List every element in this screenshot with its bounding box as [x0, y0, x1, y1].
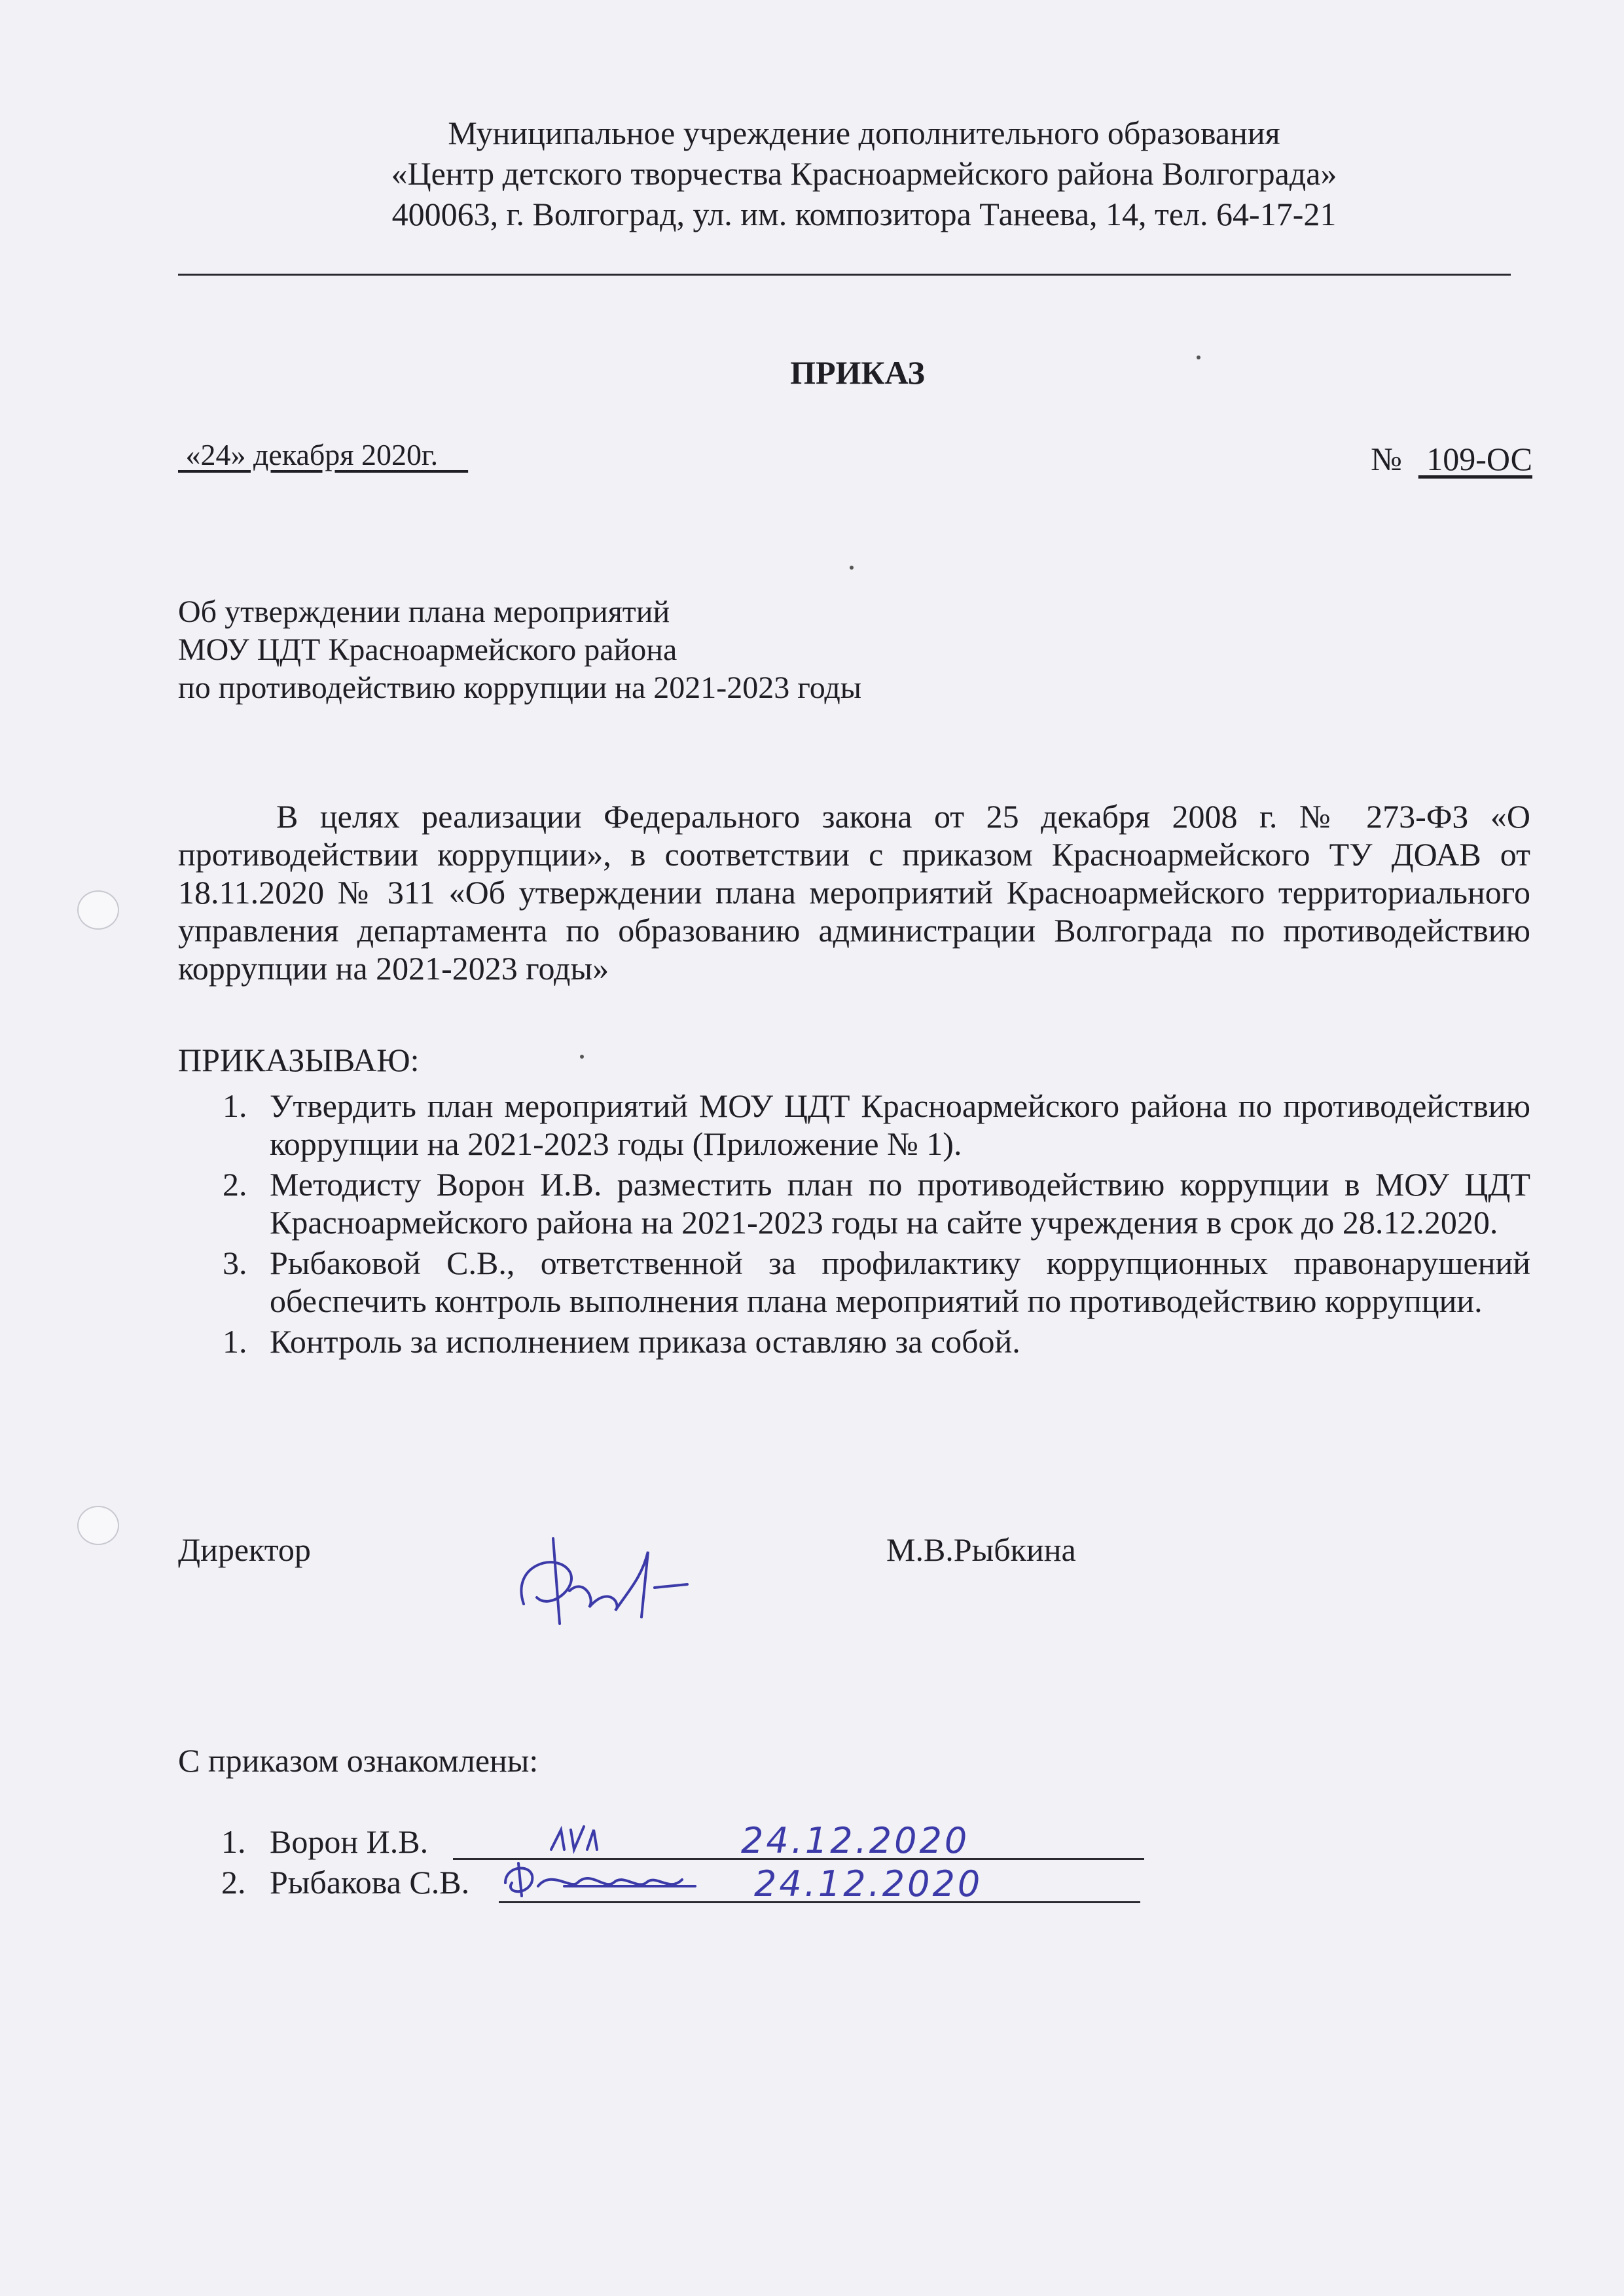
document-title: ПРИКАЗ: [790, 354, 925, 391]
ack-handwritten-date: 24.12.2020: [754, 1863, 983, 1904]
order-word: ПРИКАЗЫВАЮ:: [178, 1042, 420, 1078]
punch-hole: [77, 890, 119, 930]
signature-position: Директор: [178, 1531, 311, 1568]
speck: [850, 566, 854, 570]
ack-handwritten-signature: [499, 1857, 715, 1903]
header-line-3: 400063, г. Волгоград, ул. им. композитора Танеева, 14, тел. 64-17-21: [391, 196, 1337, 232]
item-number: 3.: [223, 1245, 247, 1281]
ack-name: Рыбакова С.В.: [270, 1864, 470, 1901]
header-line-1: Муниципальное учреждение дополнительного образования: [448, 115, 1280, 151]
number-value: 109-ОС: [1418, 441, 1532, 477]
ack-number: 1.: [221, 1823, 246, 1860]
ack-handwritten-initials: [545, 1820, 636, 1859]
acknowledgement-title: С приказом ознакомлены:: [178, 1742, 539, 1779]
director-signature: [497, 1525, 720, 1637]
number-label: №: [1371, 441, 1418, 477]
header-line-2: «Центр детского творчества Красноармейского района Волгограда»: [391, 155, 1337, 192]
list-item: [178, 1244, 1530, 1320]
item-text: Контроль за исполнением приказа оставляю за собой.: [270, 1323, 1020, 1360]
subject-line-2: МОУ ЦДТ Красноармейского района: [178, 632, 677, 667]
subject-line-1: Об утверждении плана мероприятий: [178, 594, 670, 629]
item-text: Методисту Ворон И.В. разместить план по противодействию коррупции в МОУ ЦДТ Красноармейского района на 2021-2023 годы на сайте учреждения в срок до 28.12.2020.: [270, 1166, 1530, 1241]
speck: [580, 1055, 584, 1059]
subject-line-3: по противодействию коррупции на 2021-2023 годы: [178, 670, 862, 705]
acknowledgement-row: [178, 1863, 1147, 1905]
item-number: 1.: [223, 1087, 247, 1124]
item-number: 2.: [223, 1166, 247, 1203]
punch-hole: [77, 1506, 119, 1545]
order-subject: [178, 593, 861, 707]
ack-number: 2.: [221, 1864, 246, 1901]
preamble-paragraph: В целях реализации Федерального закона от 25 декабря 2008 г. № 273-ФЗ «О противодействии коррупции», в соответствии с приказом Красноармейского ТУ ДОАВ от 18.11.2020 № 311 «Об утверждении плана мероприятий Красноармейского территориального управления департамента по образованию администрации Волгограда по противодействию коррупции на 2021-2023 годы»: [178, 798, 1530, 987]
header-divider: [178, 274, 1511, 276]
speck: [1197, 355, 1200, 359]
order-items-list: [178, 1087, 1530, 1363]
list-item: [178, 1322, 1530, 1360]
organization-header: [177, 113, 1551, 234]
item-text: Утвердить план мероприятий МОУ ЦДТ Красноармейского района по противодействию коррупции на 2021-2023 годы (Приложение № 1).: [270, 1087, 1530, 1162]
item-number: 1.: [223, 1323, 247, 1360]
order-number: [1371, 440, 1532, 478]
order-date: «24» декабря 2020г.: [178, 438, 469, 471]
ack-name: Ворон И.В.: [270, 1823, 429, 1860]
ack-handwritten-date: 24.12.2020: [741, 1820, 970, 1861]
list-item: [178, 1087, 1530, 1163]
signature-name: М.В.Рыбкина: [886, 1531, 1076, 1568]
list-item: [178, 1165, 1530, 1241]
item-text: Рыбаковой С.В., ответственной за профилактику коррупционных правонарушений обеспечить контроль выполнения плана мероприятий по противодействию коррупции.: [270, 1245, 1530, 1319]
